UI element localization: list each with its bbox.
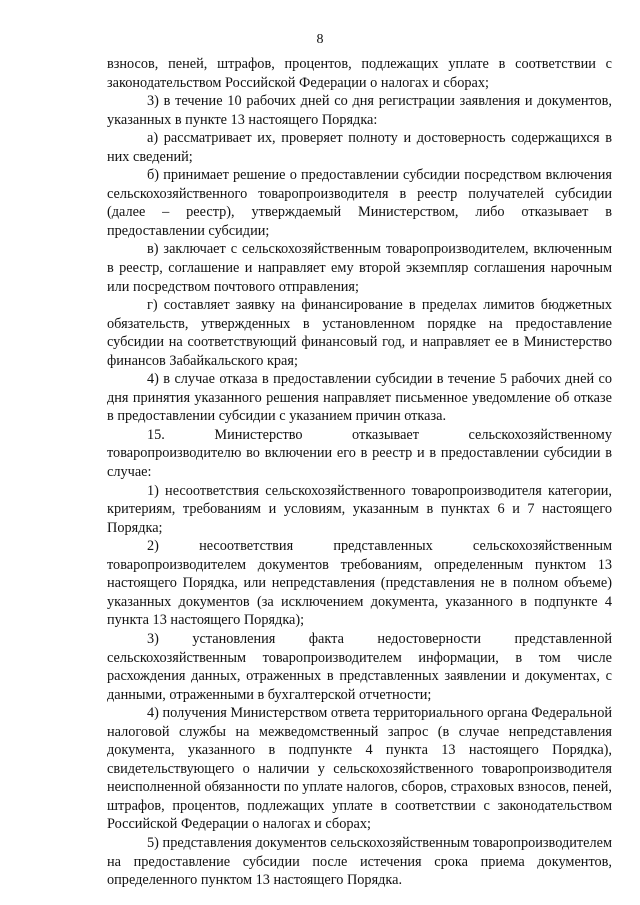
paragraph-subitem-b: б) принимает решение о предоставлении субсидии посредством включения сельскохозяйственного товаропроизводителя в реестр получателей субсидии (далее – реестр), утверждаемый Министерством, либо отказывает в предоставлении субсидии; [107, 167, 612, 239]
paragraph-item-4: 4) в случае отказа в предоставлении субсидии в течение 5 рабочих дней со дня принятия указанного решения направляет письменное уведомление об отказе в предоставлении субсидии с указанием причин отказа. [107, 371, 612, 425]
paragraph-refusal-5: 5) представления документов сельскохозяйственным товаропроизводителем на предоставление субсидии после истечения срока приема документов, определенного пунктом 13 настоящего Порядка. [107, 834, 612, 889]
paragraph-refusal-4: 4) получения Министерством ответа территориального органа Федеральной налоговой службы на межведомственный запрос (в случае непредставления документа, указанного в подпункте 4 пункта 13 настоящего Порядка), свидетельствующего о наличии у сельскохозяйственного товаропроизводителя неисполненной обязанности по уплате налогов, сборов, страховых взносов, пеней, штрафов, процентов, подлежащих уплате в соответствии с законодательством Российской Федерации о налогах и сборах; [107, 705, 613, 833]
paragraph-refusal-2: 2) несоответствия представленных сельскохозяйственным товаропроизводителем документов требованиям, определенным пунктом 13 настоящего Порядка, или непредставления (представления не в полном объеме) указанных документов (за исключением документа, указанного в подпункте 4 пункта 13 настоящего Порядка); [107, 538, 612, 629]
paragraph-subitem-g: г) составляет заявку на финансирование в пределах лимитов бюджетных обязательств, утвержденных в установленном порядке на предоставление субсидии на соответствующий финансовый год, и направляет ее в Министерство финансов Забайкальского края; [107, 297, 612, 369]
paragraph-item-3: 3) в течение 10 рабочих дней со дня регистрации заявления и документов, указанных в пункте 13 настоящего Порядка: [107, 93, 612, 128]
document-body [107, 55, 612, 890]
paragraph-refusal-3: 3) установления факта недостоверности представленной сельскохозяйственным товаропроизводителем информации, в том числе расхождения данных, отраженных в представленных заявлении и документах, с данными, отраженными в бухгалтерской отчетности; [107, 630, 612, 703]
page-number: 8 [316, 32, 324, 47]
paragraph-continuation: взносов, пеней, штрафов, процентов, подлежащих уплате в соответствии с законодательством Российской Федерации о налогах и сборах; [107, 56, 612, 91]
paragraph-subitem-v: в) заключает с сельскохозяйственным товаропроизводителем, включенным в реестр, соглашение и направляет ему второй экземпляр соглашения нарочным или посредством почтового отправления; [107, 241, 612, 295]
paragraph-section-15: 15. Министерство отказывает сельскохозяйственному товаропроизводителю во включении его в реестр и в предоставлении субсидии в случае: [107, 426, 612, 481]
paragraph-subitem-a: а) рассматривает их, проверяет полноту и достоверность содержащихся в них сведений; [107, 130, 612, 165]
paragraph-refusal-1: 1) несоответствия сельскохозяйственного товаропроизводителя категории, критериям, требованиям и условиям, указанным в пунктах 6 и 7 настоящего Порядка; [107, 482, 612, 536]
